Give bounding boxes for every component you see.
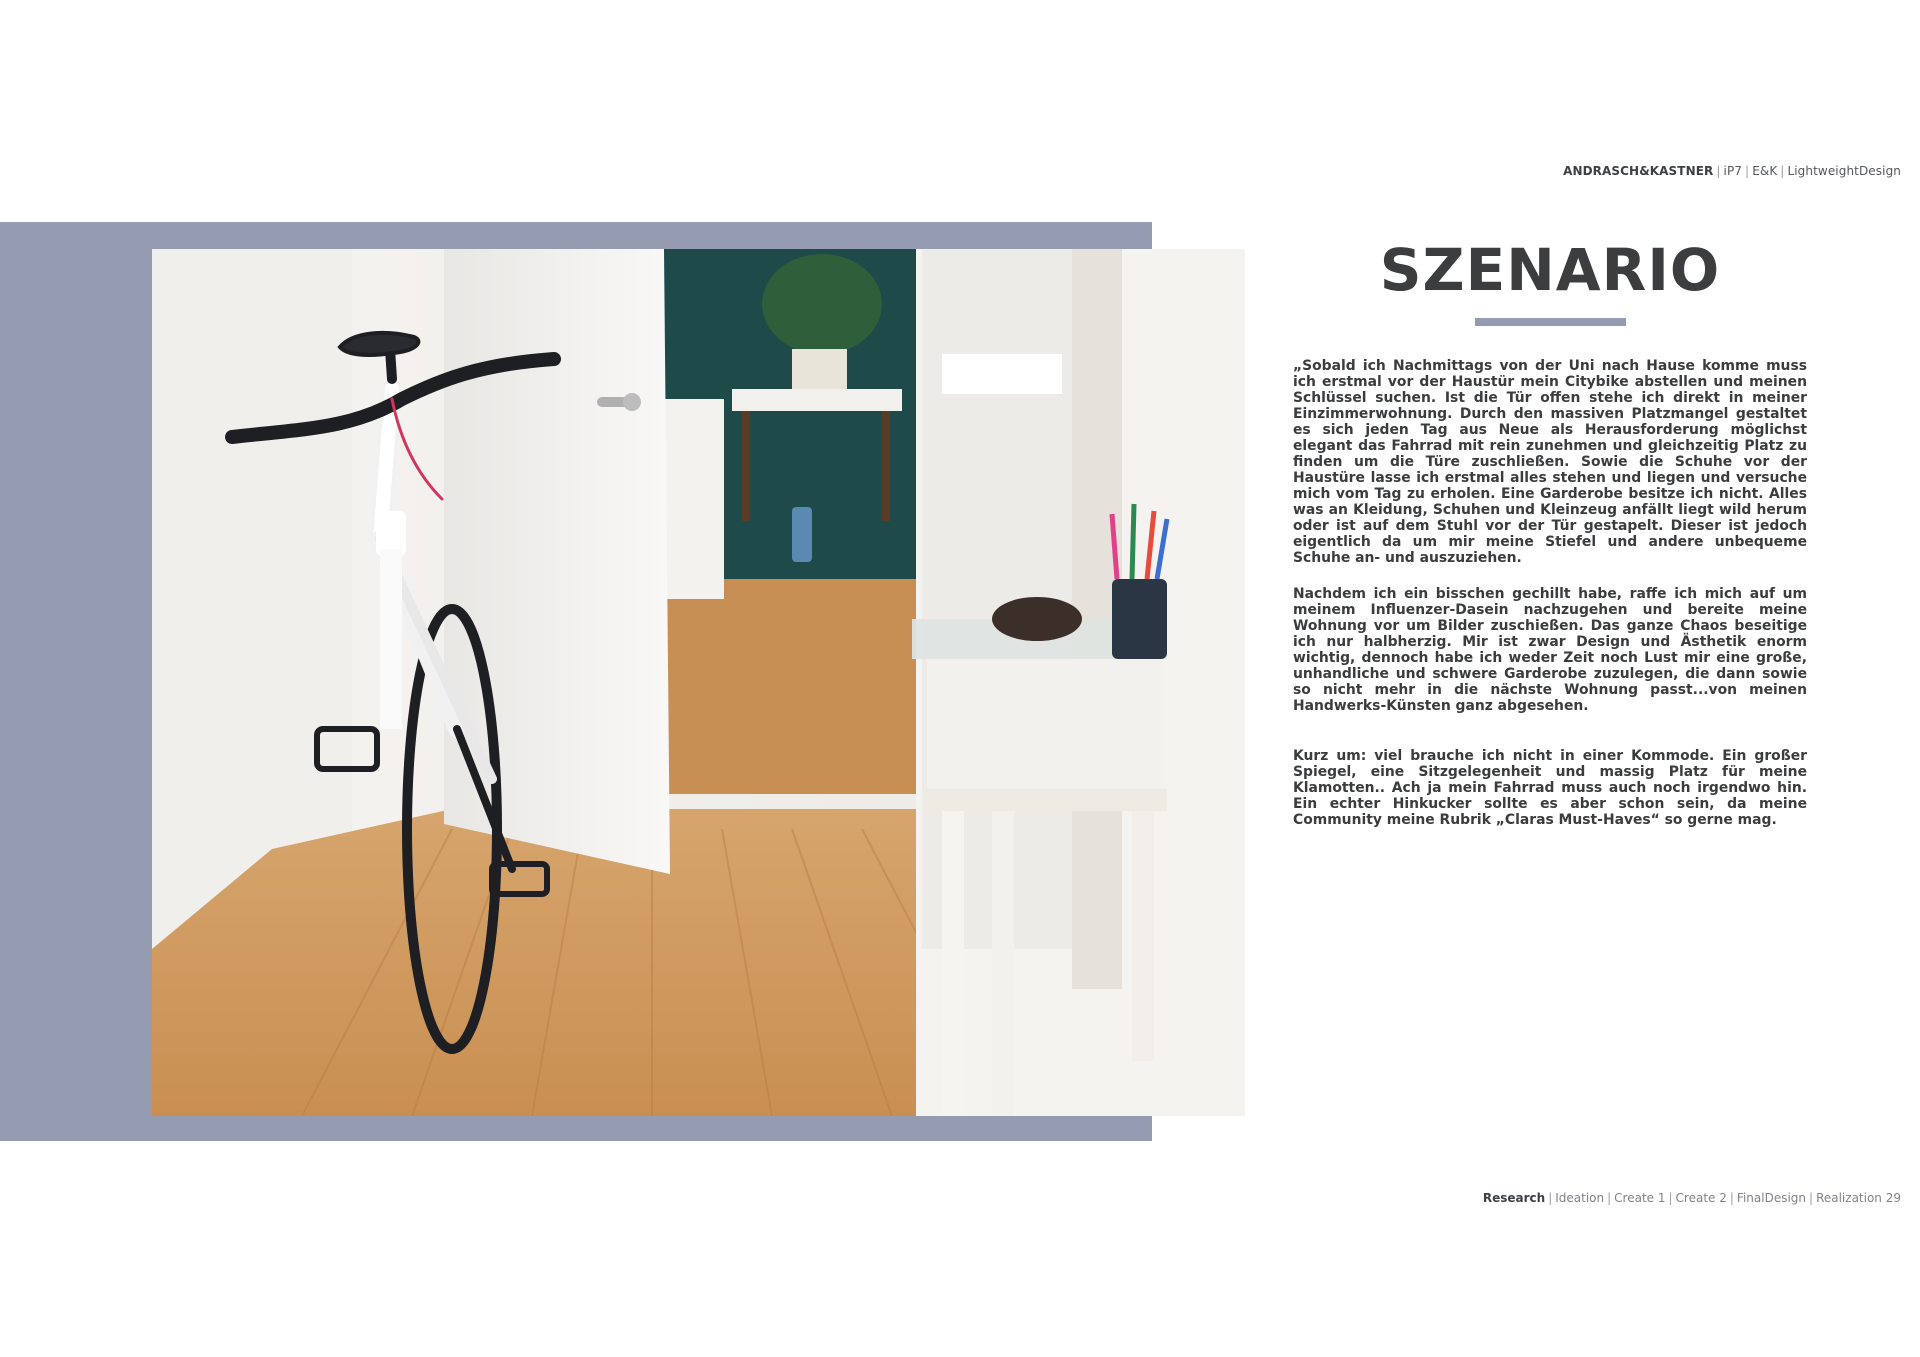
header-item-lightweightdesign: LightweightDesign bbox=[1787, 164, 1901, 178]
scenario-paragraph-2: Nachdem ich ein bisschen gechillt habe, raffe ich mich auf um meinem Influenzer-Dasein nachzugehen und bereite meine Wohnung vor um Bilder zuschießen. Das ganze Chaos beseitige ich nur halbherzig. Mir ist zwar Design und Ästhetik enorm wichtig, dennoch habe ich weder Zeit noch Lust mir eine große, unhandliche und schwere Garderobe zuzulegen, die dann sowie so nicht mehr in die nächste Wohnung passt...von meinen Handwerks-Künsten ganz abgesehen. bbox=[1293, 586, 1807, 714]
header-item-ip7: iP7 bbox=[1723, 164, 1743, 178]
footer-navigation: Research | Ideation | Create 1 | Create 2 | FinalDesign | Realization 29 bbox=[1482, 1191, 1901, 1205]
scenario-paragraph-1: „Sobald ich Nachmittags von der Uni nach Hause komme muss ich erstmal vor der Haustür mein Citybike abstellen und meinen Schlüssel suchen. Ist die Tür offen stehe ich direkt in meiner Einzimmerwohnung. Durch den massiven Platzmangel gestaltet es sich jeden Tag aus Neue als Herausforderung möglichst elegant das Fahrrad mit rein zunehmen und gleichzeitig Platz zu finden um die Türe zuschließen. Sowie die Schuhe vor der Haustüre lasse ich erstmal alles stehen und liegen und versuche mich vom Tag zu erholen. Eine Garderobe besitze ich nicht. Alles was an Kleidung, Schuhen und Kleinzeug anfällt liegt wild herum oder ist auf dem Stuhl vor der Tür gestapelt. Dieser ist jedoch eigentlich da um mir meine Stiefel und andere unbequeme Schuhe an- und auszuziehen. bbox=[1293, 358, 1807, 566]
footer-item-research: Research bbox=[1482, 1191, 1546, 1205]
hallway-bicycle-photo bbox=[152, 249, 1245, 1116]
page-title: SZENARIO bbox=[1379, 236, 1721, 304]
scenario-paragraph-3: Kurz um: viel brauche ich nicht in einer Kommode. Ein großer Spiegel, eine Sitzgelegenheit und massig Platz für meine Klamotten.. Ach ja mein Fahrrad muss auch noch irgendwo hin. Ein echter Hinkucker sollte es aber schon sein, da meine Community meine Rubrik „Claras Must-Haves“ so gerne mag. bbox=[1293, 748, 1807, 828]
title-underline bbox=[1475, 318, 1626, 326]
footer-item-create-2: Create 2 bbox=[1675, 1191, 1727, 1205]
footer-item-realization-page: Realization 29 bbox=[1816, 1191, 1901, 1205]
footer-item-finaldesign: FinalDesign bbox=[1736, 1191, 1807, 1205]
footer-item-ideation: Ideation bbox=[1555, 1191, 1605, 1205]
brand-name: ANDRASCH&KASTNER bbox=[1563, 164, 1714, 178]
footer-item-create-1: Create 1 bbox=[1614, 1191, 1666, 1205]
header-item-ek: E&K bbox=[1752, 164, 1778, 178]
page-header: ANDRASCH&KASTNER | iP7 | E&K | LightweightDesign bbox=[1563, 164, 1901, 178]
